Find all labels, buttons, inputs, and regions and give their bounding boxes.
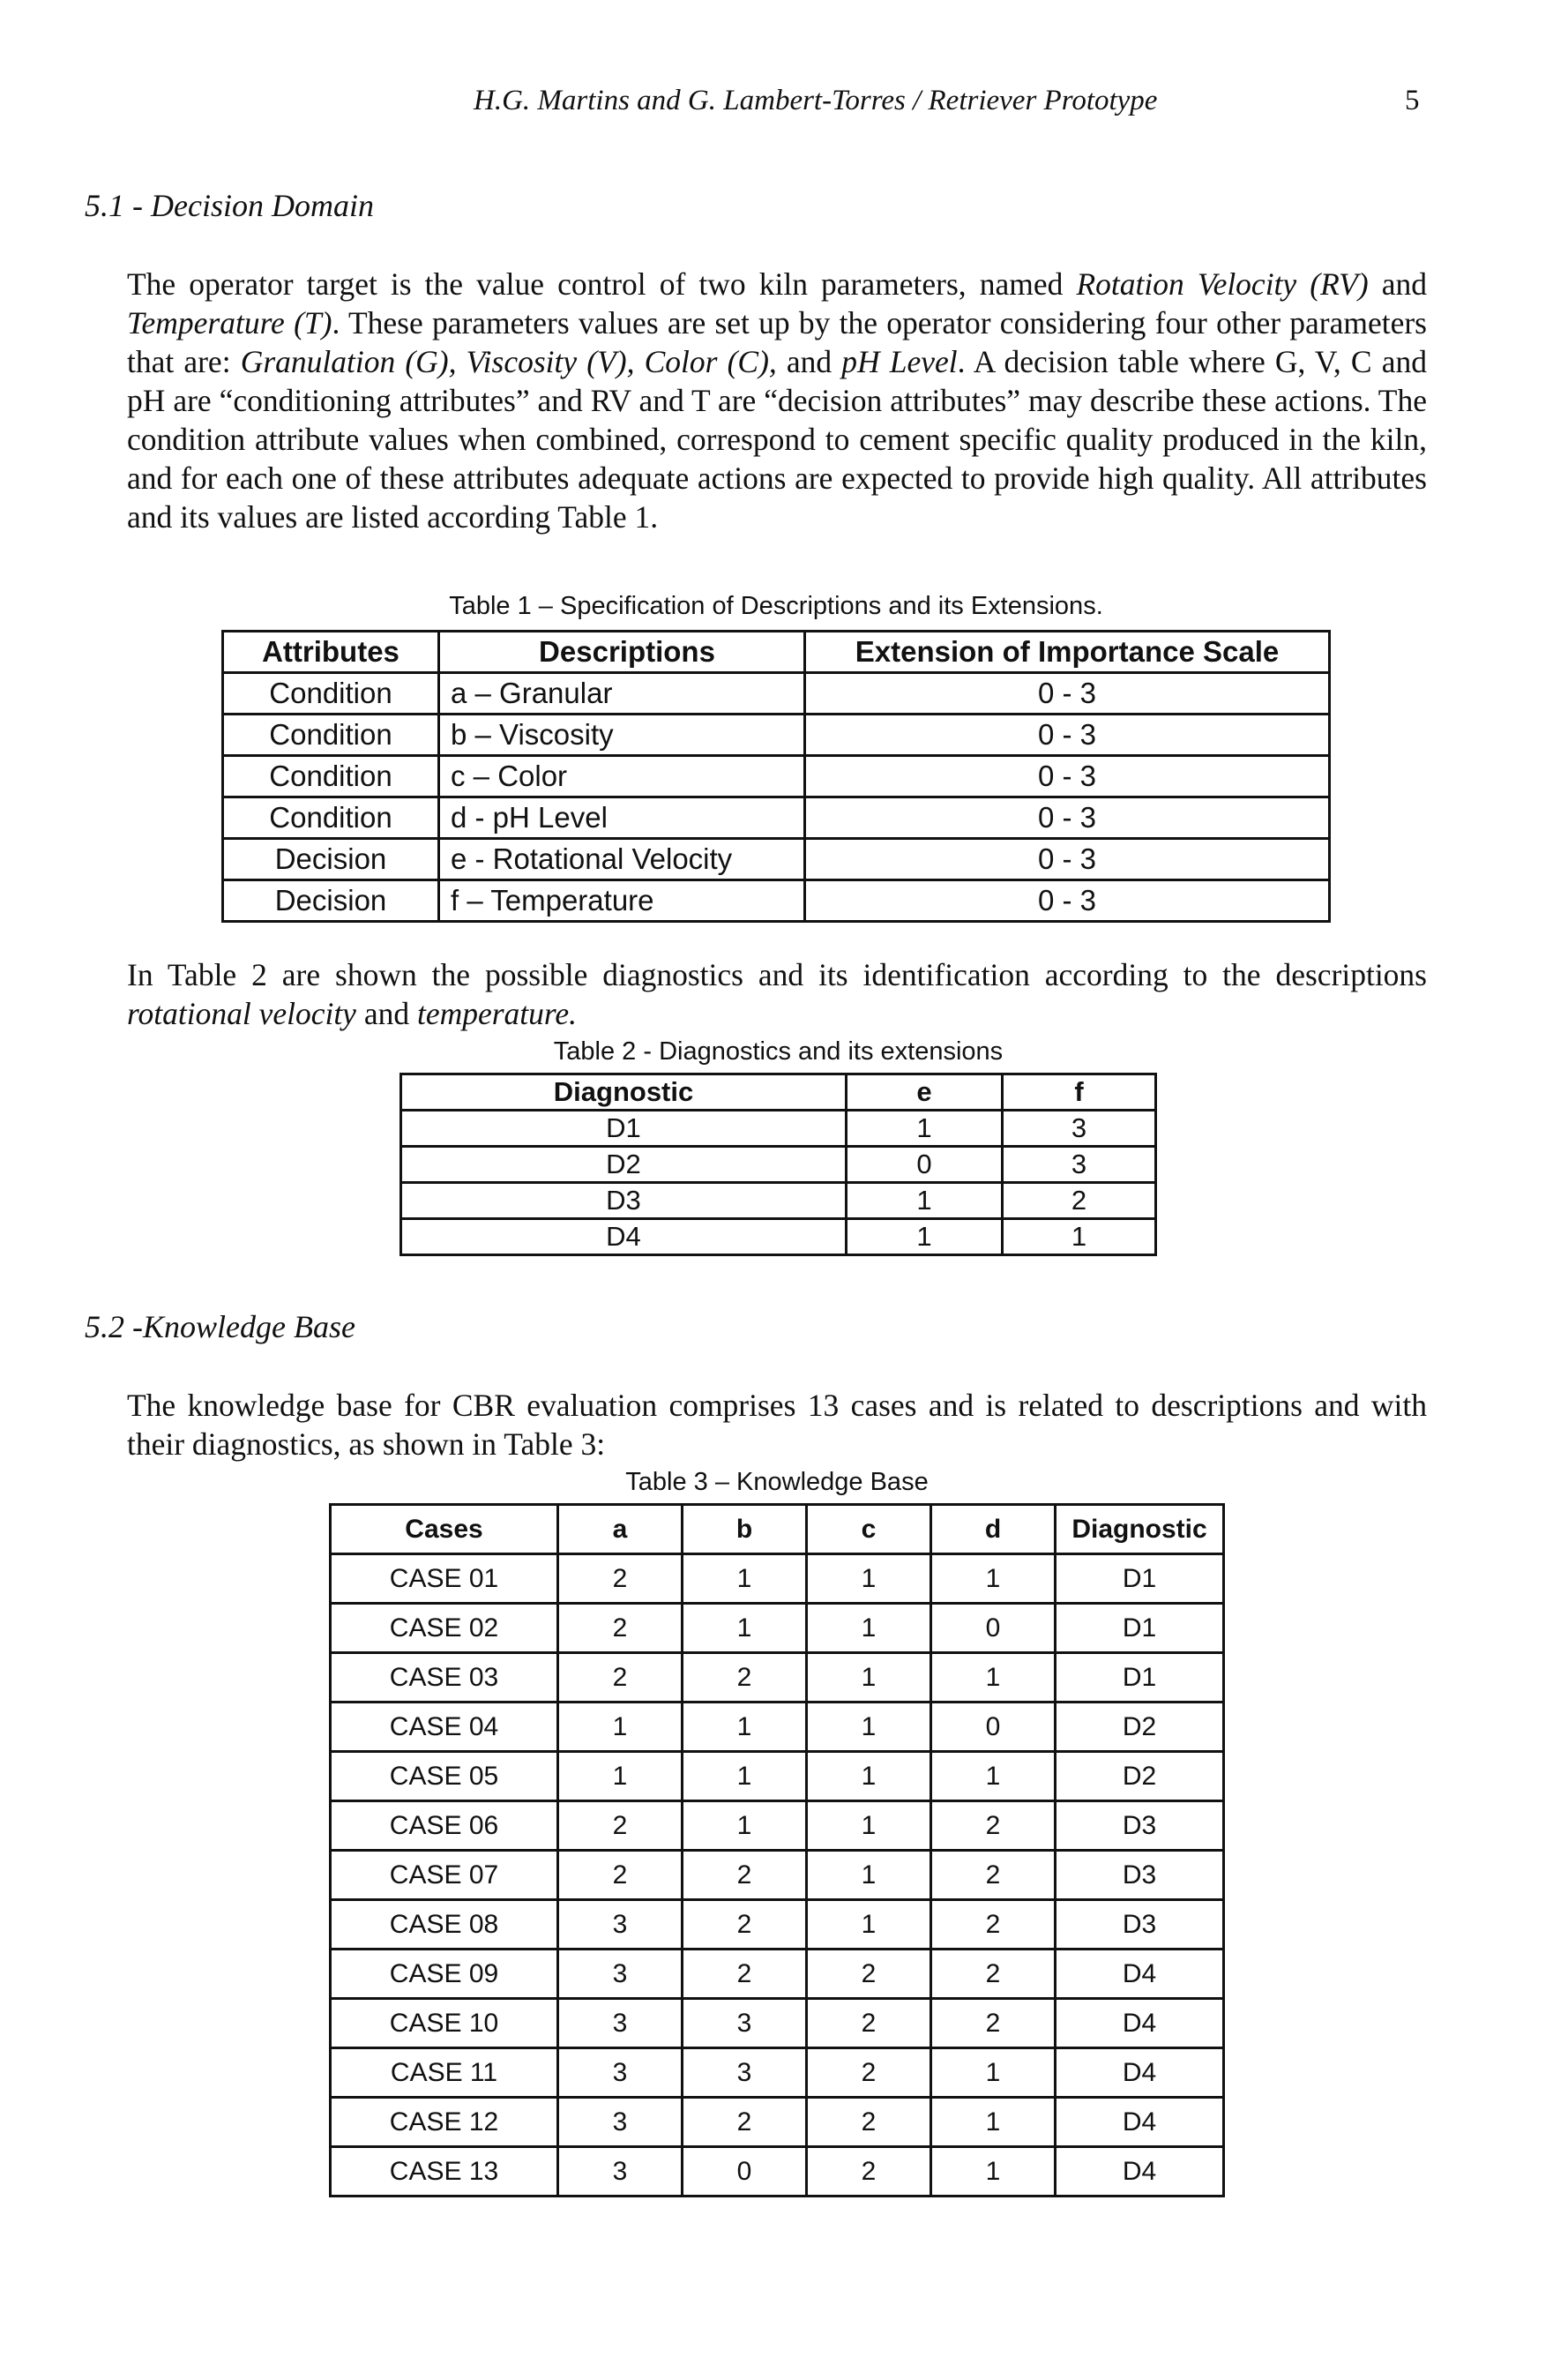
table-cell: D4 <box>1056 2147 1224 2197</box>
table1-header-extension: Extension of Importance Scale <box>805 632 1330 673</box>
table-cell: 0 - 3 <box>805 839 1330 880</box>
text-run: and <box>776 344 842 379</box>
table-cell: b – Viscosity <box>439 715 805 756</box>
table-cell: 2 <box>683 1900 807 1950</box>
table-cell: 3 <box>683 2048 807 2098</box>
table-cell: 1 <box>931 1752 1056 1801</box>
table-cell: D3 <box>401 1183 847 1219</box>
table1-specification <box>221 630 1331 923</box>
table-cell: 1 <box>807 1604 931 1653</box>
table-cell: D2 <box>1056 1703 1224 1752</box>
table-cell: 1 <box>558 1703 683 1752</box>
table-cell: 0 <box>931 1703 1056 1752</box>
table-cell: 0 - 3 <box>805 673 1330 715</box>
italic-run: Temperature (T) <box>127 305 332 341</box>
table-row <box>331 1653 1224 1703</box>
table-cell: CASE 05 <box>331 1752 558 1801</box>
table-cell: 1 <box>807 1900 931 1950</box>
table-cell: 2 <box>558 1851 683 1900</box>
table-cell: D3 <box>1056 1851 1224 1900</box>
table-row <box>331 1851 1224 1900</box>
table-cell: 1 <box>558 1752 683 1801</box>
table-cell: 1 <box>807 1851 931 1900</box>
running-head: H.G. Martins and G. Lambert-Torres / Retriever Prototype <box>474 85 1158 116</box>
table-cell: 0 <box>931 1604 1056 1653</box>
italic-run: pH Level <box>841 344 958 379</box>
table-cell: D3 <box>1056 1801 1224 1851</box>
table-row <box>401 1147 1156 1183</box>
table-cell: Decision <box>223 880 439 922</box>
table-cell: 0 - 3 <box>805 756 1330 797</box>
text-run: The operator target is the value control of two kiln parameters, named <box>127 266 1077 302</box>
knowledge-base-paragraph <box>127 1386 1427 1463</box>
table2-header-e: e <box>847 1074 1003 1111</box>
table-row <box>331 1999 1224 2048</box>
table-cell: 2 <box>807 2048 931 2098</box>
table-cell: D4 <box>1056 2098 1224 2147</box>
table-cell: 1 <box>847 1183 1003 1219</box>
table-cell: 2 <box>807 2147 931 2197</box>
table-cell: 2 <box>1003 1183 1156 1219</box>
table-cell: 1 <box>807 1801 931 1851</box>
italic-run: rotational velocity <box>127 996 356 1031</box>
table-row <box>331 1604 1224 1653</box>
table-row <box>401 1111 1156 1147</box>
table3-header-a: a <box>558 1505 683 1554</box>
table2-caption: Table 2 - Diagnostics and its extensions <box>553 1037 1004 1066</box>
table-cell: 2 <box>931 1801 1056 1851</box>
table-cell: Condition <box>223 715 439 756</box>
table-cell: D1 <box>1056 1604 1224 1653</box>
table-cell: 3 <box>558 1900 683 1950</box>
section-heading-decision-domain: 5.1 - Decision Domain <box>85 188 374 223</box>
table-cell: CASE 10 <box>331 1999 558 2048</box>
table-cell: 3 <box>558 2098 683 2147</box>
table-cell: 1 <box>683 1604 807 1653</box>
table1-body <box>223 673 1330 922</box>
table1-header-row <box>223 632 1330 673</box>
table-cell: 1 <box>1003 1219 1156 1255</box>
table-row <box>331 2147 1224 2197</box>
table-cell: 3 <box>558 1999 683 2048</box>
table-cell: 1 <box>807 1703 931 1752</box>
table-cell: D2 <box>1056 1752 1224 1801</box>
table-cell: 1 <box>931 1554 1056 1604</box>
table-cell: Condition <box>223 797 439 839</box>
table-cell: 1 <box>847 1219 1003 1255</box>
table-cell: CASE 13 <box>331 2147 558 2197</box>
table3-header-c: c <box>807 1505 931 1554</box>
table-row <box>223 839 1330 880</box>
text-run: The knowledge base for CBR evaluation comprises 13 cases and is related to descriptions and with their diagnostics, as shown in Table 3: <box>127 1388 1427 1462</box>
page-number: 5 <box>1405 85 1420 116</box>
table-row <box>223 673 1330 715</box>
table-cell: 2 <box>931 1950 1056 1999</box>
table-cell: Condition <box>223 756 439 797</box>
table-cell: 2 <box>558 1604 683 1653</box>
table-cell: 0 - 3 <box>805 880 1330 922</box>
table3-header-cases: Cases <box>331 1505 558 1554</box>
rich-paragraph <box>127 265 1427 536</box>
table-cell: 2 <box>807 1950 931 1999</box>
table-cell: CASE 09 <box>331 1950 558 1999</box>
table-cell: 2 <box>683 1653 807 1703</box>
table-cell: Decision <box>223 839 439 880</box>
table-row <box>401 1219 1156 1255</box>
table1-header-attributes: Attributes <box>223 632 439 673</box>
table-cell: 1 <box>931 2048 1056 2098</box>
table-row <box>331 1900 1224 1950</box>
table-cell: 0 <box>847 1147 1003 1183</box>
table-cell: a – Granular <box>439 673 805 715</box>
table-row <box>223 880 1330 922</box>
table-cell: 2 <box>931 1851 1056 1900</box>
table-cell: Condition <box>223 673 439 715</box>
table-row <box>223 756 1330 797</box>
table-cell: D4 <box>1056 2048 1224 2098</box>
text-run: In Table 2 are shown the possible diagnostics and its identification according to the descriptions <box>127 957 1427 992</box>
table-cell: 2 <box>558 1554 683 1604</box>
table-cell: D2 <box>401 1147 847 1183</box>
table-row <box>223 715 1330 756</box>
table-cell: 2 <box>683 2098 807 2147</box>
table-cell: D4 <box>1056 1999 1224 2048</box>
table-cell: 1 <box>807 1554 931 1604</box>
table-row <box>331 1703 1224 1752</box>
table2-diagnostics <box>399 1073 1157 1256</box>
table3-caption: Table 3 – Knowledge Base <box>625 1468 929 1496</box>
table-cell: CASE 02 <box>331 1604 558 1653</box>
text-run: . These parameters values are set up by the operator considering four other parameters that are: <box>127 305 1427 379</box>
decision-domain-paragraph <box>127 265 1427 536</box>
table-cell: CASE 04 <box>331 1703 558 1752</box>
table-cell: CASE 06 <box>331 1801 558 1851</box>
italic-run: Rotation Velocity (RV) <box>1076 266 1369 302</box>
table-cell: D1 <box>401 1111 847 1147</box>
table-cell: 1 <box>807 1653 931 1703</box>
table-cell: 1 <box>683 1703 807 1752</box>
table-cell: e - Rotational Velocity <box>439 839 805 880</box>
table2-body <box>401 1111 1156 1255</box>
table-row <box>223 797 1330 839</box>
table3-header-diagnostic: Diagnostic <box>1056 1505 1224 1554</box>
table-cell: CASE 01 <box>331 1554 558 1604</box>
table-cell: 2 <box>931 1999 1056 2048</box>
section-heading-knowledge-base: 5.2 -Knowledge Base <box>85 1309 355 1344</box>
text-run: . A decision table where G, V, C and pH are “conditioning attributes” and RV and T are “decision attributes” may describe these actions. The condition attribute values when combined, correspond to cement specific quality produced in the kiln, and for each one of these attributes adequate actions are expected to provide high quality. All attributes and its values are listed according Table 1. <box>127 344 1427 535</box>
table-cell: 3 <box>558 1950 683 1999</box>
table-cell: 1 <box>931 1653 1056 1703</box>
table-cell: D4 <box>401 1219 847 1255</box>
table-cell: 2 <box>558 1653 683 1703</box>
table-cell: 1 <box>931 2098 1056 2147</box>
table-row <box>331 1950 1224 1999</box>
table-cell: 1 <box>683 1554 807 1604</box>
table3-header-b: b <box>683 1505 807 1554</box>
table-cell: D1 <box>1056 1653 1224 1703</box>
table-cell: D3 <box>1056 1900 1224 1950</box>
table-row <box>331 2098 1224 2147</box>
table-cell: 3 <box>1003 1111 1156 1147</box>
table-cell: 0 - 3 <box>805 715 1330 756</box>
table-cell: CASE 08 <box>331 1900 558 1950</box>
table-cell: D4 <box>1056 1950 1224 1999</box>
table-cell: 1 <box>931 2147 1056 2197</box>
table3-header-d: d <box>931 1505 1056 1554</box>
table-cell: 2 <box>807 2098 931 2147</box>
table-cell: 1 <box>807 1752 931 1801</box>
table-cell: 3 <box>558 2048 683 2098</box>
table3-body <box>331 1554 1224 2197</box>
table-cell: 0 <box>683 2147 807 2197</box>
table-row <box>331 1801 1224 1851</box>
rich-paragraph <box>127 1386 1427 1463</box>
table-cell: 2 <box>683 1950 807 1999</box>
table2-header-diagnostic: Diagnostic <box>401 1074 847 1111</box>
table-row <box>331 2048 1224 2098</box>
table-cell: CASE 03 <box>331 1653 558 1703</box>
table-cell: 3 <box>1003 1147 1156 1183</box>
table-cell: 0 - 3 <box>805 797 1330 839</box>
table-cell: d - pH Level <box>439 797 805 839</box>
table-cell: D1 <box>1056 1554 1224 1604</box>
table-cell: 2 <box>683 1851 807 1900</box>
table1-header-descriptions: Descriptions <box>439 632 805 673</box>
table-row <box>401 1183 1156 1219</box>
rich-paragraph <box>127 955 1427 1033</box>
table-cell: CASE 11 <box>331 2048 558 2098</box>
table-cell: 2 <box>931 1900 1056 1950</box>
table-cell: 3 <box>683 1999 807 2048</box>
table3-header-row <box>331 1505 1224 1554</box>
table-cell: f – Temperature <box>439 880 805 922</box>
text-run: and <box>1368 266 1427 302</box>
italic-run: temperature. <box>416 996 578 1031</box>
table-cell: CASE 12 <box>331 2098 558 2147</box>
table-cell: c – Color <box>439 756 805 797</box>
table-cell: 1 <box>683 1752 807 1801</box>
table-cell: 1 <box>847 1111 1003 1147</box>
diagnostics-paragraph <box>127 955 1427 1033</box>
table-row <box>331 1752 1224 1801</box>
table-cell: 2 <box>558 1801 683 1851</box>
table-cell: CASE 07 <box>331 1851 558 1900</box>
table2-header-f: f <box>1003 1074 1156 1111</box>
italic-run: Granulation (G), Viscosity (V), Color (C), <box>240 344 777 379</box>
table-cell: 2 <box>807 1999 931 2048</box>
table-cell: 1 <box>683 1801 807 1851</box>
table-cell: 3 <box>558 2147 683 2197</box>
table3-knowledge-base <box>329 1503 1225 2197</box>
table2-header-row <box>401 1074 1156 1111</box>
text-run: and <box>355 996 417 1031</box>
table1-caption: Table 1 – Specification of Descriptions and its Extensions. <box>449 592 1103 620</box>
table-row <box>331 1554 1224 1604</box>
